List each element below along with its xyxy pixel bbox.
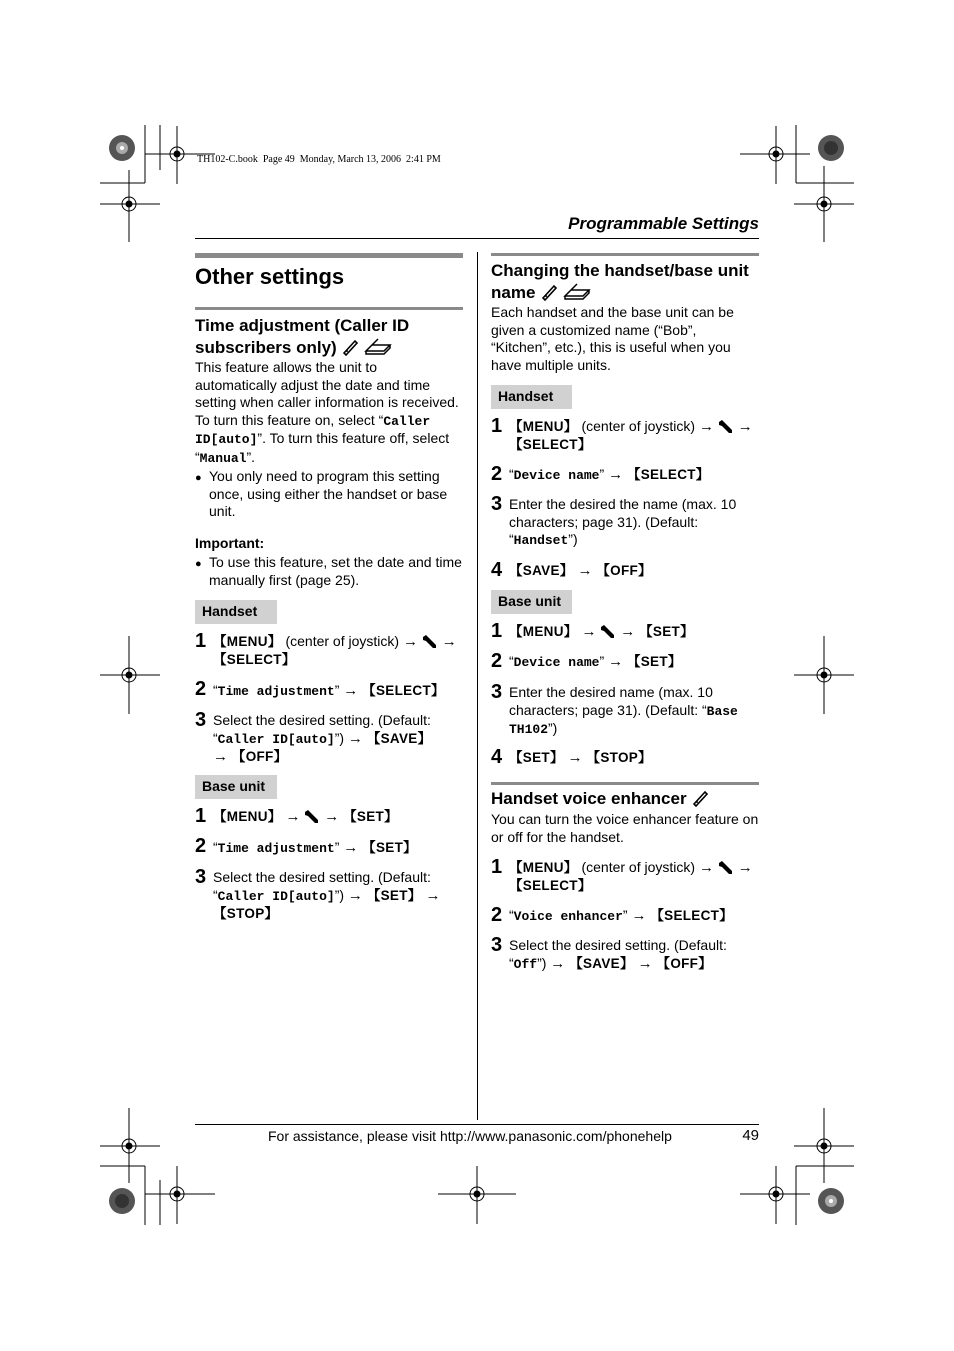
quote: ”) [568, 531, 578, 548]
handset-icon [341, 338, 359, 356]
set-key: 【SET】 [509, 750, 564, 765]
quote: ”) [334, 886, 345, 903]
wrench-icon [718, 420, 734, 434]
footer-rule [195, 1124, 759, 1125]
step-2-text [213, 839, 465, 858]
time-adjustment-heading [195, 315, 409, 359]
option-text: Handset [513, 533, 569, 549]
text-line [213, 887, 465, 906]
step-number: 2 [195, 835, 207, 857]
quote: “ [213, 729, 218, 746]
arrow-icon: → [343, 839, 359, 856]
text-line [195, 412, 467, 431]
quote: ” [599, 653, 605, 669]
wrench-icon [422, 635, 438, 649]
option-text: Base [706, 703, 738, 719]
arrow-icon: → [620, 623, 636, 640]
section-title-rule [195, 253, 463, 258]
wrench-icon [718, 861, 734, 875]
option-text: Caller ID[auto] [217, 731, 335, 747]
voice-enhancer-rule [491, 782, 759, 785]
step-1-text [213, 808, 465, 826]
text-line: “Kitchen”, etc.), this is useful when you [491, 339, 731, 356]
step-4-text [509, 749, 761, 767]
text: ”. To turn this feature off, select [257, 430, 450, 447]
quote: ”) [548, 720, 558, 737]
text-line: This feature allows the unit to [195, 359, 378, 375]
quote: ” [622, 907, 628, 923]
heading-line: Changing the handset/base unit [491, 261, 749, 280]
step-number: 2 [491, 904, 503, 926]
step-number: 2 [491, 650, 503, 672]
text-line [195, 449, 467, 468]
step-3-text [213, 869, 465, 923]
handset-icon [540, 283, 558, 301]
menu-key: 【MENU】 [509, 419, 578, 434]
text-line: once, using either the handset or base [209, 485, 448, 502]
arrow-icon: → [343, 682, 359, 699]
set-key: 【SET】 [362, 840, 417, 855]
arrow-icon: → [213, 748, 228, 766]
print-header: TH102-C.book Page 49 Monday, March 13, 2006 2:41 PM [197, 154, 441, 165]
step-2-text [509, 653, 761, 672]
arrow-icon: → [608, 466, 624, 483]
change-name-intro [491, 304, 759, 374]
step-number: 3 [195, 709, 207, 731]
quote: “ [509, 653, 514, 669]
text-line: Enter the desired name (max. 10 [509, 684, 713, 700]
heading-text: name [491, 283, 536, 302]
joystick-note: (center of joystick) [581, 859, 696, 875]
text-line: Enter the desired the name (max. 10 [509, 496, 737, 512]
step-number: 1 [491, 620, 503, 642]
quote: “ [213, 886, 218, 903]
arrow-icon: → [698, 418, 714, 435]
option-text: Caller [383, 413, 431, 429]
text-line: automatically adjust the date and time [195, 376, 431, 393]
step-2-text [509, 466, 761, 485]
arrow-icon: → [402, 633, 418, 650]
arrow-icon: → [637, 954, 653, 972]
off-key: 【OFF】 [596, 563, 652, 578]
bullet-note [195, 468, 467, 521]
save-key: 【SAVE】 [366, 730, 432, 746]
important-note [195, 554, 467, 589]
step-number: 3 [195, 866, 207, 888]
text-line: have multiple units. [491, 356, 611, 373]
joystick-note: (center of joystick) [285, 633, 400, 649]
step-3-text [509, 684, 761, 739]
arrow-icon: → [567, 749, 583, 766]
step-3-text [213, 712, 465, 766]
bullet-icon: ● [195, 472, 202, 484]
off-key: 【OFF】 [656, 955, 713, 971]
menu-key: 【MENU】 [509, 860, 578, 875]
quote: “ [509, 907, 514, 923]
menu-key: 【MENU】 [213, 634, 282, 649]
heading-line [491, 282, 749, 304]
step-number: 4 [491, 559, 503, 581]
text: To turn this feature on, select “ [195, 411, 384, 428]
set-key: 【SET】 [626, 654, 682, 669]
text-line [509, 531, 761, 550]
quote: “ [509, 466, 514, 482]
arrow-icon: → [425, 886, 441, 904]
text-line: Select the desired setting. (Default: [509, 937, 727, 953]
text-line [509, 955, 761, 974]
step-4-text [509, 562, 761, 580]
heading-line: Time adjustment (Caller ID [195, 316, 410, 335]
column-divider [477, 252, 478, 1120]
option-text: Device name [513, 468, 600, 483]
stop-key: 【STOP】 [586, 750, 652, 765]
wrench-icon [600, 625, 616, 639]
header-rule [195, 238, 759, 239]
option-text: Manual [199, 450, 247, 466]
text-line: setting when caller information is received. [195, 394, 459, 411]
heading-text: Handset voice enhancer [491, 789, 687, 808]
heading-line [195, 337, 409, 359]
arrow-icon: → [577, 562, 593, 579]
quote: “ [509, 531, 514, 548]
save-key: 【SAVE】 [569, 955, 634, 971]
arrow-icon: → [698, 859, 714, 876]
text-line: given a customized name (“Bob”, [491, 321, 697, 338]
text-line [213, 905, 465, 923]
step-number: 1 [491, 856, 503, 878]
heading-text: subscribers only) [195, 338, 337, 357]
footer-assistance: For assistance, please visit http://www.panasonic.com/phonehelp [268, 1128, 672, 1144]
quote: “ [213, 682, 218, 698]
quote: ”) [537, 954, 547, 971]
step-number: 1 [491, 415, 503, 437]
option-text: TH102 [509, 722, 549, 738]
text-line: manually first (page 25). [209, 571, 360, 588]
time-adjustment-intro [195, 359, 467, 468]
step-1-text [509, 418, 761, 453]
voice-enhancer-heading [491, 788, 709, 810]
text-line [213, 748, 465, 766]
page-number: 49 [742, 1127, 759, 1144]
text-line [213, 730, 465, 749]
option-text: Device name [513, 655, 600, 670]
text-line [195, 430, 467, 449]
set-key: 【SET】 [366, 887, 422, 903]
step-3-text [509, 937, 761, 973]
voice-enhancer-intro [491, 811, 763, 846]
arrow-icon: → [441, 633, 457, 650]
select-key: 【SELECT】 [509, 436, 592, 452]
step-number: 3 [491, 681, 503, 703]
arrow-icon: → [608, 653, 624, 670]
save-key: 【SAVE】 [509, 563, 574, 578]
text-line: To use this feature, set the date and time [209, 554, 462, 570]
step-1-text [509, 623, 761, 641]
text-line: Select the desired setting. (Default: [213, 712, 431, 728]
select-key: 【SELECT】 [650, 908, 733, 923]
right-heading-rule [491, 253, 759, 256]
set-key: 【SET】 [343, 809, 398, 824]
step-number: 2 [491, 463, 503, 485]
joystick-note: (center of joystick) [581, 418, 696, 434]
text-line [509, 702, 761, 721]
handset-tag: Handset [195, 600, 277, 624]
wrench-icon [304, 810, 320, 824]
important-label: Important: [195, 535, 265, 551]
handset-icon [691, 789, 709, 807]
select-key: 【SELECT】 [362, 683, 445, 698]
option-text: Time adjustment [217, 684, 335, 699]
step-2-text [509, 907, 761, 926]
arrow-icon: → [347, 886, 363, 904]
text-line: You can turn the voice enhancer feature on [491, 811, 759, 827]
quote: ” [334, 839, 340, 855]
text: ”. [246, 448, 256, 465]
quote: ” [599, 466, 605, 482]
option-text: ID[auto] [195, 432, 258, 448]
menu-key: 【MENU】 [213, 809, 282, 824]
option-text: Time adjustment [217, 841, 335, 856]
select-key: 【SELECT】 [509, 877, 592, 893]
text-line: unit. [209, 503, 236, 520]
running-header: Programmable Settings [568, 214, 759, 233]
arrow-icon: → [285, 808, 301, 825]
text-line: You only need to program this setting [209, 468, 440, 484]
arrow-icon: → [737, 418, 753, 435]
quote: “ [509, 954, 514, 971]
step-3-text [509, 496, 761, 550]
text: “ [195, 448, 200, 465]
text-line: Select the desired setting. (Default: [213, 869, 431, 885]
step-number: 4 [491, 746, 503, 768]
step-number: 1 [195, 630, 207, 652]
step-number: 3 [491, 934, 503, 956]
arrow-icon: → [347, 729, 363, 747]
off-key: 【OFF】 [231, 749, 288, 765]
option-text: Caller ID[auto] [217, 888, 335, 904]
arrow-icon: → [550, 954, 566, 972]
text-line [509, 720, 761, 739]
quote: ”) [334, 729, 345, 746]
step-1-text [213, 633, 465, 668]
base-unit-icon [364, 338, 392, 356]
step-number: 2 [195, 678, 207, 700]
base-unit-tag: Base unit [195, 775, 277, 799]
base-unit-tag: Base unit [491, 590, 572, 614]
step-number: 3 [491, 493, 503, 515]
text: characters; page 31). (Default: “ [509, 701, 707, 718]
set-key: 【SET】 [639, 624, 694, 639]
arrow-icon: → [631, 907, 647, 924]
quote: “ [213, 839, 218, 855]
step-number: 1 [195, 805, 207, 827]
bullet-icon: ● [195, 558, 202, 570]
select-key: 【SELECT】 [213, 651, 296, 667]
change-name-heading [491, 260, 749, 304]
option-text: Voice enhancer [513, 909, 623, 924]
step-2-text [213, 682, 465, 701]
quote: ” [334, 682, 340, 698]
subsection-rule [195, 307, 463, 310]
text-line: characters; page 31). (Default: [509, 513, 699, 530]
text-line: Each handset and the base unit can be [491, 304, 734, 320]
handset-tag: Handset [491, 385, 572, 409]
section-title: Other settings [195, 264, 345, 289]
option-text: Off [513, 956, 538, 972]
text-line: or off for the handset. [491, 828, 624, 845]
arrow-icon: → [737, 859, 753, 876]
arrow-icon: → [324, 808, 340, 825]
base-unit-icon [563, 283, 591, 301]
select-key: 【SELECT】 [626, 467, 710, 482]
menu-key: 【MENU】 [509, 624, 578, 639]
stop-key: 【STOP】 [213, 906, 279, 922]
step-1-text [509, 859, 761, 894]
arrow-icon: → [581, 623, 597, 640]
